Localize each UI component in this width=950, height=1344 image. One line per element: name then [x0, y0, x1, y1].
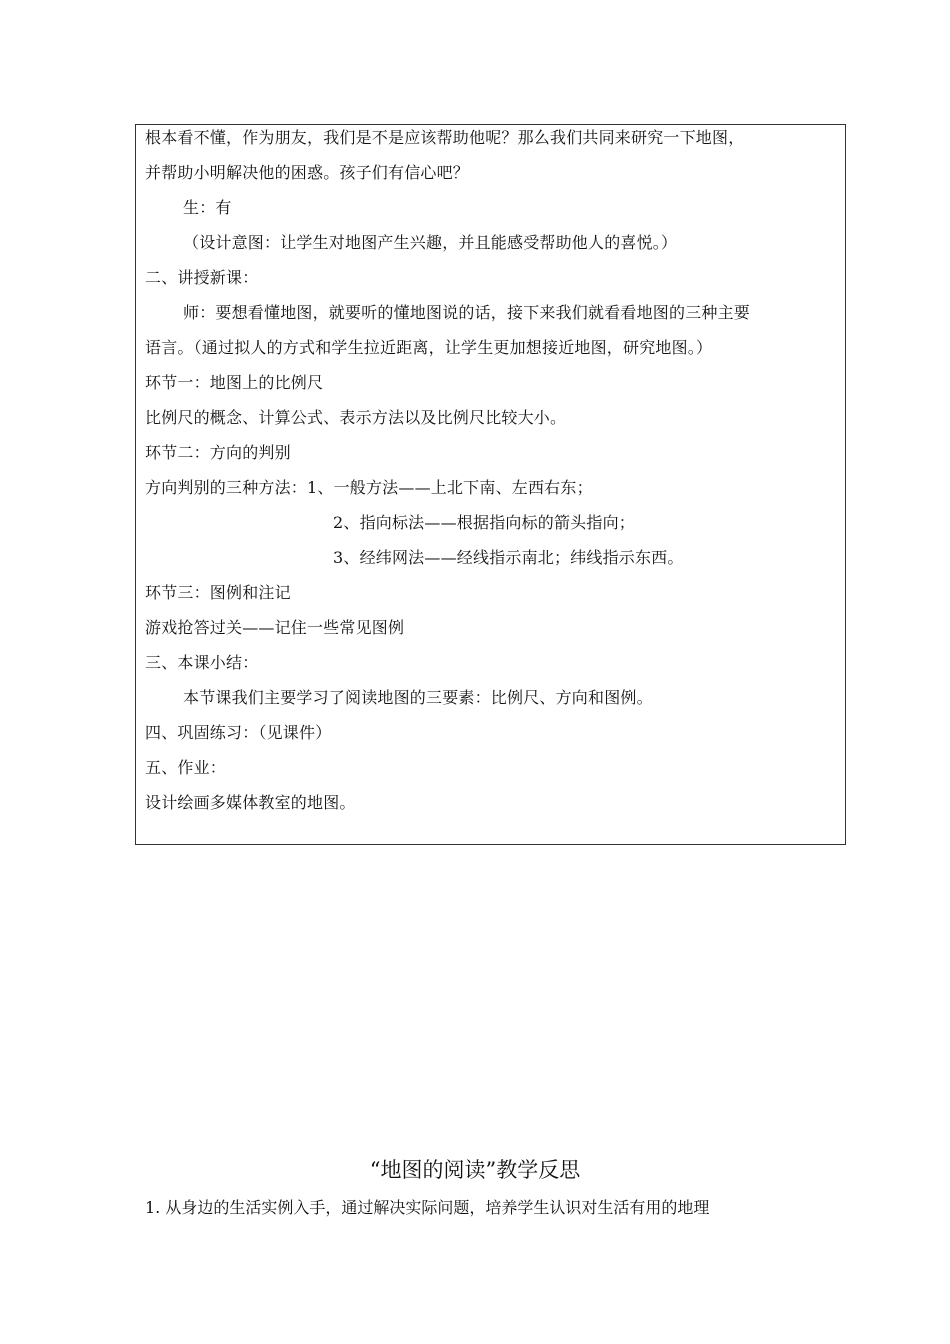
section-heading-new-lesson: 二、讲授新课：	[145, 268, 259, 287]
text-line-4: （设计意图：让学生对地图产生兴趣，并且能感受帮助他人的喜悦。）	[183, 233, 678, 252]
section-heading-homework: 五、作业：	[145, 758, 227, 777]
direction-method-1: 方向判别的三种方法：1、一般方法——上北下南、左西右东；	[145, 478, 593, 497]
step-heading-2: 环节二：方向的判别	[145, 443, 291, 462]
text-line-9: 比例尺的概念、计算公式、表示方法以及比例尺比较大小。	[145, 408, 567, 427]
section-heading-practice: 四、巩固练习：（见课件）	[145, 723, 332, 742]
text-line-20: 设计绘画多媒体教室的地图。	[145, 793, 356, 812]
reflection-first-line: 1. 从身边的生活实例入手，通过解决实际问题，培养学生认识对生活有用的地理	[145, 1198, 710, 1217]
step-heading-1: 环节一：地图上的比例尺	[145, 373, 324, 392]
reflection-title: “地图的阅读”教学反思	[369, 1158, 581, 1182]
direction-method-2: 2、指向标法——根据指向标的箭头指向；	[333, 513, 635, 532]
text-line-6: 师：要想看懂地图，就要听的懂地图说的话，接下来我们就看看地图的三种主要	[183, 303, 751, 322]
section-heading-summary: 三、本课小结：	[145, 653, 259, 672]
text-line-3: 生：有	[183, 198, 232, 217]
text-line-17: 本节课我们主要学习了阅读地图的三要素：比例尺、方向和图例。	[183, 688, 653, 707]
text-line-15: 游戏抢答过关——记住一些常见图例	[145, 618, 405, 637]
step-heading-3: 环节三：图例和注记	[145, 583, 291, 602]
direction-method-3: 3、经纬网法——经线指示南北；纬线指示东西。	[333, 548, 684, 567]
text-line-2: 并帮助小明解决他的困惑。孩子们有信心吧？	[145, 163, 470, 182]
text-line-7: 语言。（通过拟人的方式和学生拉近距离，让学生更加想接近地图，研究地图。）	[145, 338, 713, 357]
text-line-1: 根本看不懂，作为朋友，我们是不是应该帮助他呢？那么我们共同来研究一下地图，	[145, 128, 745, 147]
